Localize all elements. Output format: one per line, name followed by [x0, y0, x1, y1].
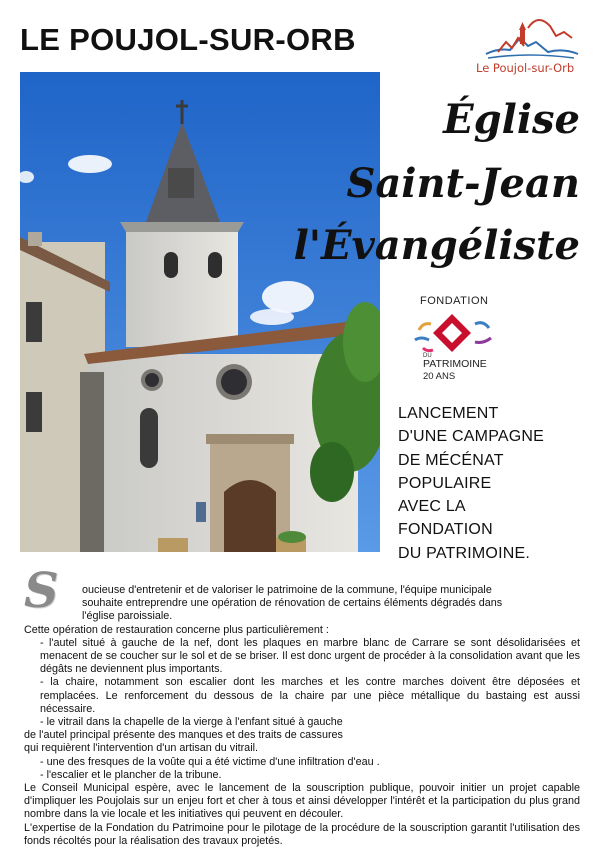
title-line-3: l'Évangéliste: [293, 222, 580, 269]
fondation-patrimoine: PATRIMOINE: [423, 358, 487, 370]
body-text: [24, 584, 580, 848]
town-title: LE POUJOL-SUR-ORB: [20, 22, 356, 57]
drop-cap: S: [24, 563, 59, 619]
paragraph-intro: oucieuse d'entretenir et de valoriser le patrimoine de la commune, l'équipe municipale: [82, 584, 492, 596]
paragraph-intro-2: souhaite entreprendre une opération de rénovation de certains éléments dégradés dans: [82, 597, 503, 610]
paragraph-chaire: - la chaire, notamment son escalier dont les marches et les contre marches doivent être déposées et remplacées. Le renforcement du dessous de la chaire par une pièce métallique du bastaing est aussi nécessaire.: [40, 676, 580, 715]
campaign-line: DE MÉCÉNAT: [398, 451, 504, 469]
campaign-line: D'UNE CAMPAGNE: [398, 428, 545, 446]
fondation-name: FONDATION: [420, 295, 489, 307]
paragraph-conseil: Le Conseil Municipal espère, avec le lancement de la souscription publique, pouvoir initier un projet capable d'impliquer les Poujolais sur un enjeu fort et cher à tous et ainsi développer l'intérêt et la participation du plus grand nombre dans la vie locale et les initiatives qui peuvent en découler.: [24, 782, 580, 821]
campaign-line: FONDATION: [398, 521, 493, 539]
fondation-years: 20 ANS: [423, 371, 456, 382]
paragraph-intro-3: l'église paroissiale.: [82, 610, 173, 623]
paragraph-autel: - l'autel situé à gauche de la nef, dont les plaques en marbre blanc de Carrare se sont désolidarisées et menacent de se coucher sur le sol et de se briser. Il est donc urgent de procéder à la consolidation avant que les dégâts ne deviennent plus importants.: [40, 636, 580, 676]
paragraph-scope: Cette opération de restauration concerne plus particulièrement :: [24, 623, 329, 636]
campaign-heading: [398, 402, 588, 565]
campaign-line: POPULAIRE: [398, 474, 492, 492]
church-photo: [20, 72, 380, 552]
fondation-du: DU: [423, 353, 432, 359]
paragraph-vitrail: - le vitrail dans la chapelle de la vierge à l'enfant situé à gauche: [40, 716, 343, 729]
paragraph-vitrail-3: qui requièrent l'intervention d'un artisan du vitrail.: [24, 742, 258, 755]
logo-caption: Le Poujol-sur-Orb: [476, 61, 575, 75]
title-line-2: Saint-Jean: [346, 160, 580, 207]
paragraph-tribune: - l'escalier et le plancher de la tribune.: [40, 768, 222, 781]
campaign-line: DU PATRIMOINE.: [398, 544, 530, 562]
paragraph-fresque: - une des fresques de la voûte qui a été victime d'une infiltration d'eau .: [40, 755, 380, 768]
paragraph-vitrail-2: de l'autel principal présente des manques et des traits de cassures: [24, 729, 343, 742]
title-line-1: Église: [443, 96, 580, 143]
paragraph-expertise: L'expertise de la Fondation du Patrimoine pour le pilotage de la procédure de la souscription garantit l'utilisation des fonds récoltés pour la réalisation des travaux projetés.: [24, 821, 580, 847]
campaign-line: LANCEMENT: [398, 405, 499, 422]
campaign-line: AVEC LA: [398, 498, 466, 516]
